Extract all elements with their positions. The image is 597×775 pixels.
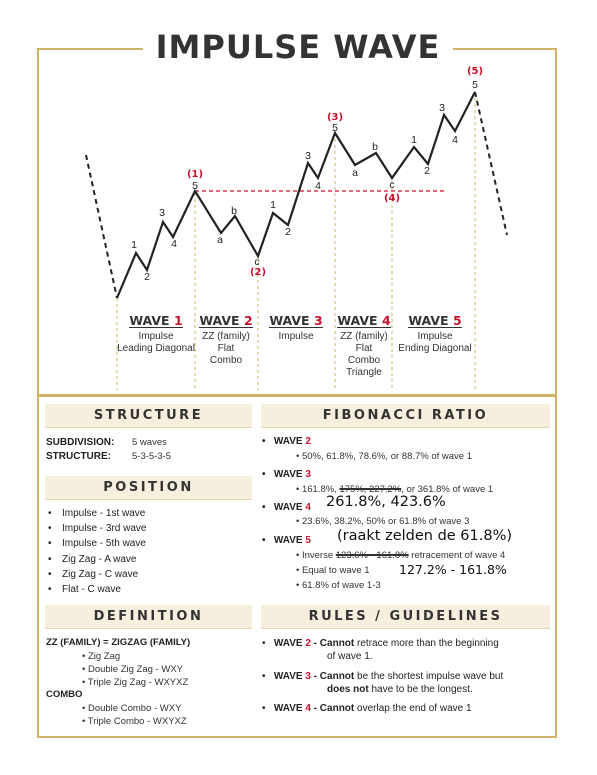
list-item: • Zig Zag - C wave [48, 567, 146, 582]
label-sub-5: 5 [472, 79, 478, 91]
fib-wave-4-text: • 23.6%, 38.2%, 50% or 61.8% of wave 3 [296, 516, 470, 527]
list-item: • Zig Zag - A wave [48, 552, 146, 567]
list-item: • Impulse - 1st wave [48, 506, 146, 521]
label-a: a [217, 234, 223, 246]
label-sub-4: 4 [315, 180, 321, 192]
list-item: • Flat - C wave [48, 582, 146, 597]
fibonacci-heading: FIBONACCI RATIO [261, 404, 550, 428]
fib-wave-3-title: • WAVE 3 [262, 469, 311, 480]
fib-wave-5-note: (raakt zelden de 61.8%) [337, 528, 513, 544]
list-item: • Impulse - 5th wave [48, 536, 146, 551]
label-b: b [231, 205, 237, 217]
wave-path [117, 92, 475, 298]
label-sub-1: 1 [411, 134, 417, 146]
label-sub-4: 4 [171, 238, 177, 250]
label-c: c [389, 179, 395, 191]
label-sub-2: 2 [285, 226, 291, 238]
rule-wave-3: • WAVE 3 - Cannot be the shortest impulse wave but does not have to be the longest. [262, 671, 504, 695]
fib-wave-5-equal-note: 127.2% - 161.8% [399, 562, 507, 577]
fib-wave-5-inverse: • Inverse 123.6% - 161.8% retracement of wave 4 [296, 550, 506, 561]
fib-wave-4-title: • WAVE 4 [262, 502, 311, 513]
fib-wave-3-text: • 161.8%, 175%, 227.2%, or 361.8% of wave 1 [296, 484, 494, 495]
combo-title: COMBO [46, 689, 83, 700]
fib-wave-2-text: • 50%, 61.8%, 78.6%, or 88.7% of wave 1 [296, 451, 473, 462]
rules-heading: RULES / GUIDELINES [261, 605, 550, 629]
label-sub-5: 5 [332, 122, 338, 134]
marker-wave-3: (3) [326, 112, 344, 123]
zz-family-title: ZZ (FAMILY) = ZIGZAG (FAMILY) [46, 637, 191, 648]
rule-wave-4: • WAVE 4 - Cannot overlap the end of wave 1 [262, 703, 472, 714]
page-title: IMPULSE WAVE [155, 28, 441, 66]
label-sub-1: 1 [270, 199, 276, 211]
lead-in-line [86, 155, 117, 298]
marker-wave-2: (2) [249, 267, 267, 278]
fib-wave-5-of13: • 61.8% of wave 1-3 [296, 580, 381, 591]
label-sub-3: 3 [439, 102, 445, 114]
wave-1-box: WAVE 1 Impulse Leading Diagonal [117, 313, 195, 354]
fib-wave-5-equal: • Equal to wave 1 [296, 565, 370, 576]
list-item: • Triple Combo - WXYXZ [82, 716, 187, 727]
label-sub-2: 2 [424, 165, 430, 177]
label-b: b [372, 141, 378, 153]
fib-wave-2-title: • WAVE 2 [262, 436, 311, 447]
wave-2-box: WAVE 2 ZZ (family) Flat Combo [199, 313, 253, 366]
marker-wave-1: (1) [186, 169, 204, 180]
fib-wave-5-title: • WAVE 5 [262, 535, 311, 546]
wave-3-box: WAVE 3 Impulse [269, 313, 323, 342]
subdivision-label: SUBDIVISION: [46, 437, 115, 448]
position-heading: POSITION [45, 476, 252, 500]
wave-1-desc-1: Impulse [138, 331, 174, 342]
label-c: c [254, 256, 260, 268]
structure-heading: STRUCTURE [45, 404, 252, 428]
lead-out-line [475, 92, 507, 235]
rule-wave-2: • WAVE 2 - Cannot retrace more than the beginning of wave 1. [262, 638, 499, 662]
subdivision-value: 5 waves [132, 437, 167, 448]
wave-1-desc-2: Leading Diagonal [117, 343, 195, 354]
list-item: • Triple Zig Zag - WXYXZ [82, 677, 189, 688]
label-sub-3: 3 [305, 150, 311, 162]
wave-4-box: WAVE 4 ZZ (family) Flat Combo Triangle [337, 313, 391, 378]
structure-label: STRUCTURE: [46, 451, 111, 462]
marker-wave-4: (4) [383, 193, 401, 204]
list-item: • Double Zig Zag - WXY [82, 664, 184, 675]
wave-5-box: WAVE 5 Impulse Ending Diagonal [398, 313, 472, 354]
position-list [48, 506, 146, 597]
list-item: • Impulse - 3rd wave [48, 521, 146, 536]
label-sub-5: 5 [192, 180, 198, 192]
structure-value: 5-3-5-3-5 [132, 451, 172, 462]
list-item: • Zig Zag [82, 651, 121, 662]
definition-heading: DEFINITION [45, 605, 252, 629]
fib-wave-4-note: 261.8%, 423.6% [326, 494, 446, 510]
label-sub-2: 2 [144, 271, 150, 283]
label-a: a [352, 167, 358, 179]
label-sub-4: 4 [452, 134, 458, 146]
marker-wave-5: (5) [466, 66, 484, 77]
label-sub-3: 3 [159, 207, 165, 219]
list-item: • Double Combo - WXY [82, 703, 182, 714]
label-sub-1: 1 [131, 239, 137, 251]
